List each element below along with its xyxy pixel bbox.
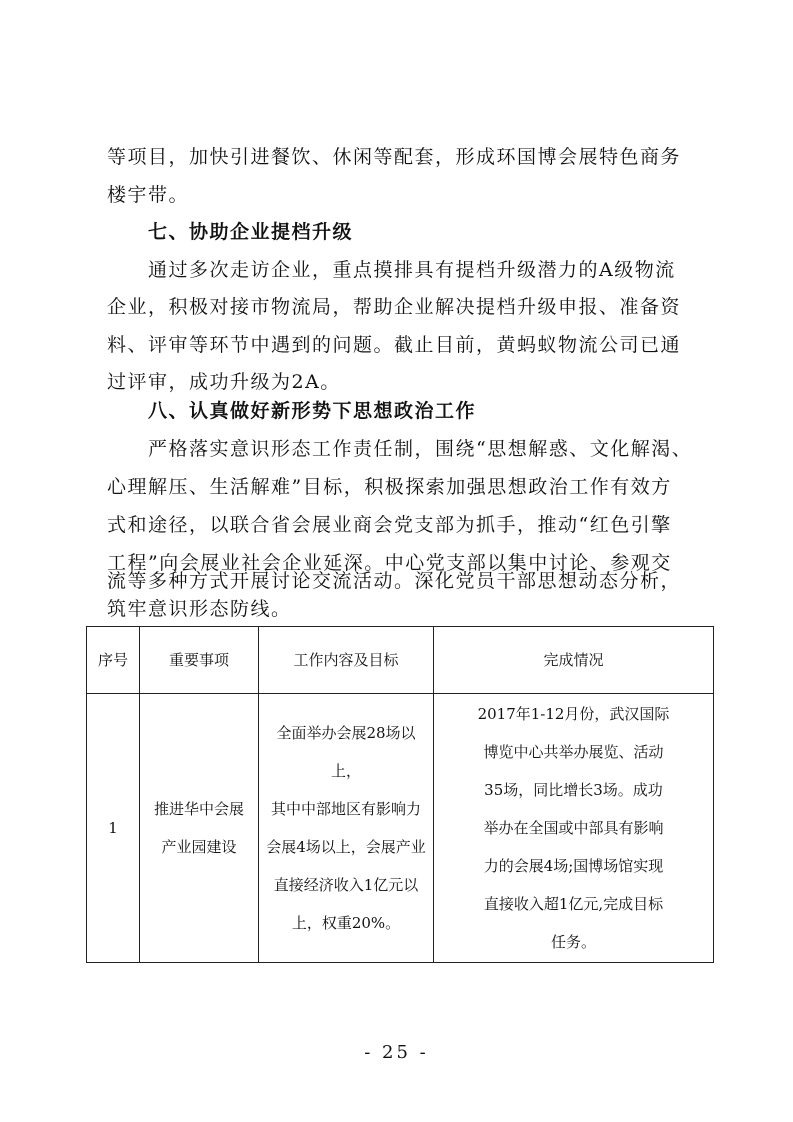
table-row <box>87 694 714 963</box>
cell-line: 其中中部地区有影响力 <box>270 800 421 818</box>
paragraph-line: 心理解压、生活解难”目标，积极探索加强思想政治工作有效方 <box>107 476 672 498</box>
paragraph-line: 企业，积极对接市物流局，帮助企业解决提档升级申报、准备资 <box>107 296 682 318</box>
cell-goal <box>259 694 434 963</box>
paragraph-line: 料、评审等环节中遇到的问题。截止目前，黄蚂蚁物流公司已通 <box>107 334 682 356</box>
paragraph-line: 过评审，成功升级为2A。 <box>107 371 341 393</box>
cell-line: 博览中心共举办展览、活动 <box>483 743 664 761</box>
cell-line: 直接经济收入1亿元以 <box>273 876 419 894</box>
cell-line: 产业园建设 <box>161 838 237 856</box>
cell-line: 35场，同比增长3场。成功 <box>484 781 663 799</box>
work-table <box>86 626 714 963</box>
table-header-row <box>87 627 714 694</box>
cell-line: 任务。 <box>550 933 596 951</box>
cell-line: 力的会展4场;国博场馆实现 <box>483 857 664 875</box>
paragraph-line: 工程”向会展业社会企业延深。中心党支部以集中讨论、参观交 <box>107 552 672 574</box>
cell-line: 举办在全国或中部具有影响 <box>483 819 664 837</box>
header-goal: 工作内容及目标 <box>259 627 434 694</box>
paragraph-line: 筑牢意识形态防线。 <box>107 598 292 620</box>
paragraph-line: 式和途径，以联合省会展业商会党支部为抓手，推动“红色引擎 <box>107 514 672 536</box>
section-heading-8: 八、认真做好新形势下思想政治工作 <box>148 400 477 422</box>
header-status: 完成情况 <box>434 627 714 694</box>
paragraph-line: 通过多次走访企业，重点摸排具有提档升级潜力的A级物流 <box>148 259 676 281</box>
paragraph-line: 流等多种方式开展讨论交流活动。深化党员干部思想动态分析， <box>107 570 682 592</box>
cell-line: 推进华中会展 <box>153 800 244 818</box>
cell-line: 直接收入超1亿元,完成目标 <box>483 895 664 913</box>
page-number: - 25 - <box>364 1042 429 1063</box>
header-no: 序号 <box>87 627 140 694</box>
cell-no: 1 <box>87 694 140 963</box>
cell-line: 全面举办会展28场以上， <box>276 724 416 780</box>
header-item: 重要事项 <box>140 627 259 694</box>
cell-line: 上，权重20%。 <box>291 914 401 932</box>
paragraph-line: 楼宇带。 <box>107 184 190 206</box>
cell-item <box>140 694 259 963</box>
cell-status <box>434 694 714 963</box>
paragraph-line: 严格落实意识形态工作责任制，围绕“思想解惑、文化解渴、 <box>148 438 693 460</box>
section-heading-7: 七、协助企业提档升级 <box>148 221 354 243</box>
paragraph-line: 等项目，加快引进餐饮、休闲等配套，形成环国博会展特色商务 <box>107 146 682 168</box>
cell-line: 2017年1-12月份，武汉国际 <box>477 705 670 723</box>
cell-line: 会展4场以上，会展产业 <box>266 838 426 856</box>
